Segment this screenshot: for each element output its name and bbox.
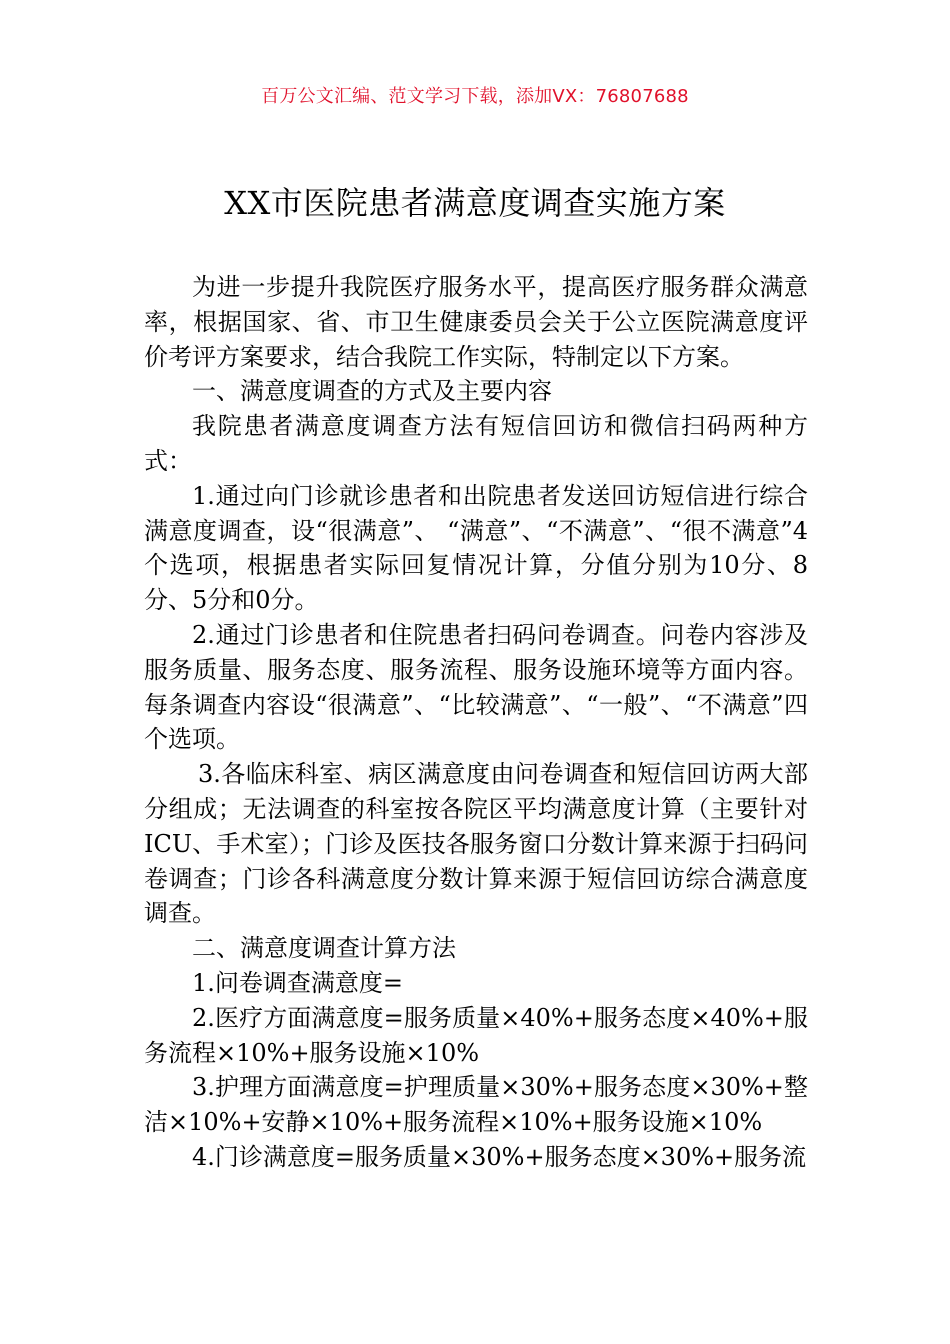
formula-item-4: 4.门诊满意度=服务质量×30%+服务态度×30%+服务流: [192, 1142, 807, 1171]
formula-item-1: 1.问卷调查满意度=: [192, 968, 404, 997]
method-item-3: 3.各临床科室、病区满意度由问卷调查和短信回访两大部分组成；无法调查的科室按各院区平均满意度计算（主要针对ICU、手术室）；门诊及医技各服务窗口分数计算来源于扫码问卷调查；门诊各科满意度分数计算来源于短信回访综合满意度调查。: [144, 760, 808, 928]
promo-banner: 百万公文汇编、范文学习下载，添加VX：76807688: [261, 86, 689, 107]
document-title: XX市医院患者满意度调查实施方案: [224, 184, 726, 222]
methods-paragraph: 我院患者满意度调查方法有短信回访和微信扫码两种方式：: [144, 412, 808, 475]
section-heading-1: 一、满意度调查的方式及主要内容: [192, 377, 552, 406]
method-item-2: 2.通过门诊患者和住院患者扫码问卷调查。问卷内容涉及服务质量、服务态度、服务流程、服务设施环境等方面内容。每条调查内容设“很满意”、“比较满意”、“一般”、“不满意”四个选项。: [144, 620, 808, 754]
intro-paragraph: 为进一步提升我院医疗服务水平，提高医疗服务群众满意率，根据国家、省、市卫生健康委员会关于公立医院满意度评价考评方案要求，结合我院工作实际，特制定以下方案。: [144, 273, 808, 371]
document-body: [144, 270, 808, 1175]
section-heading-2: 二、满意度调查计算方法: [192, 934, 456, 963]
formula-item-3: 3.护理方面满意度=护理质量×30%+服务态度×30%+整洁×10%+安静×10%+服务流程×10%+服务设施×10%: [144, 1073, 808, 1137]
method-item-1: 1.通过向门诊就诊患者和出院患者发送回访短信进行综合满意度调查，设“很满意”、 “满意”、“不满意”、“很不满意”4个选项，根据患者实际回复情况计算，分值分别为10分、8分、5分和0分。: [144, 481, 808, 615]
formula-item-2: 2.医疗方面满意度=服务质量×40%+服务态度×40%+服务流程×10%+服务设施×10%: [144, 1003, 808, 1067]
